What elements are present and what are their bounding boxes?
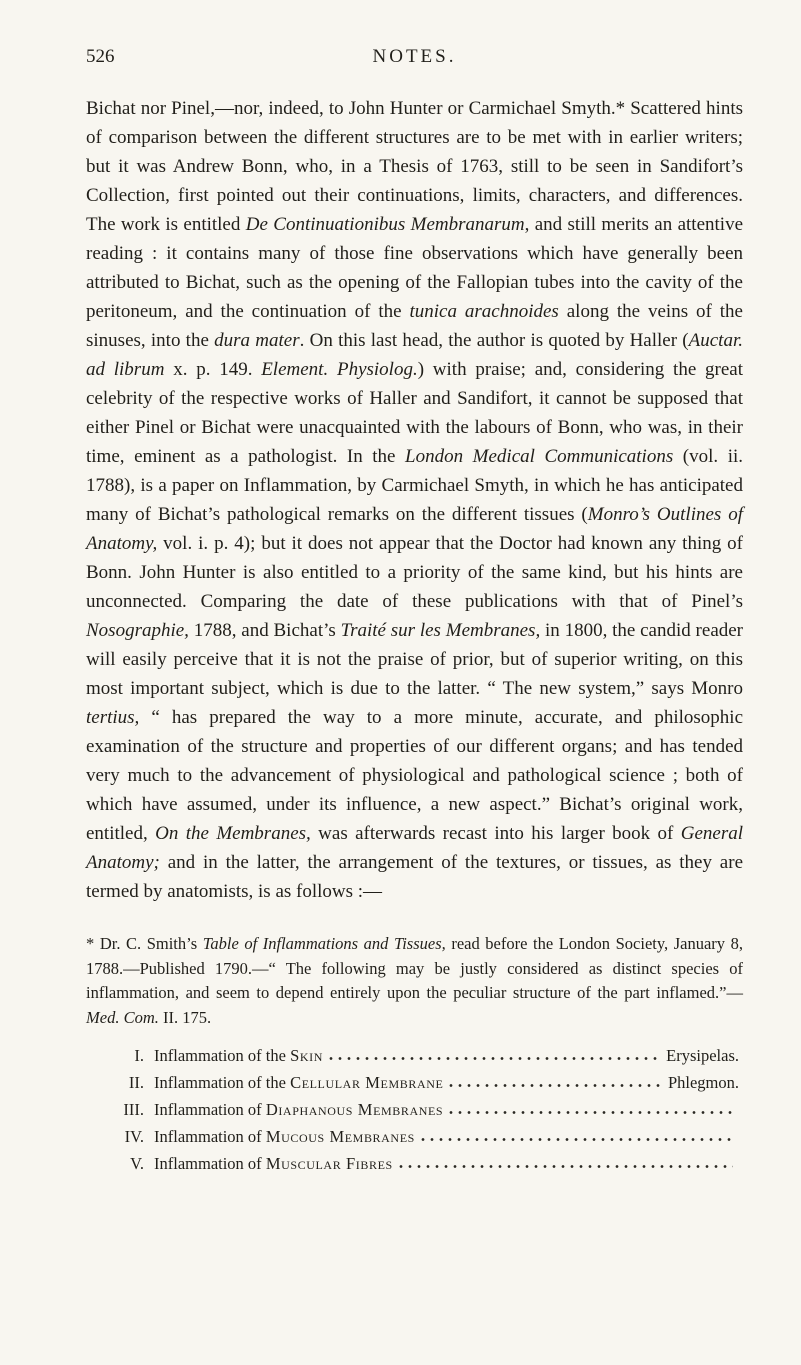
list-numeral: II. [128,1073,144,1092]
footnote [86,932,743,1177]
inflammation-list-row [112,1123,739,1150]
italic-text-segment: Med. Com. [86,1007,159,1027]
list-label: Inflammation of the Skin [154,1046,323,1065]
inflammation-list-row [112,1150,739,1177]
italic-text-segment: On the Membranes, [155,823,311,844]
text-segment: 1788, and Bichat’s [188,620,341,641]
text-segment: “ has prepared the way to a more minute, accurate, and philosophic examination of the structure and properties of our different organs; and has tended very much to the advancement of physiological and pathological science ; both of which have assumed, under its influence, a new aspect.” Bichat’s original work, entitled, [86,707,743,844]
text-segment: , and still merits an attentive reading : it contains many of those fine observations which have generally been attributed to Bichat, such as the opening of the Fallopian tubes into the cavity of the peritoneum, and the continuation of the [86,214,744,322]
text-segment: (vol. ii. 1788), is a paper on Inflammation, by Carmichael Smyth, in which he has anticipated many of Bichat’s pathological remarks on the different tissues ( [86,446,744,525]
dot-leader [329,1056,660,1061]
italic-text-segment: De Continuationibus Membranarum [245,214,525,235]
text-segment: * Dr. C. Smith’s [86,934,203,953]
italic-text-segment: London Medical Communications [405,446,674,467]
footnote-paragraph [86,932,743,1030]
list-numeral: IV. [124,1127,144,1146]
italic-text-segment: dura mater [214,330,300,351]
text-segment: vol. i. p. 4); but it does not appear that the Doctor had known any thing of Bonn. John Hunter is also entitled to a priority of the same kind, but his hints are unconnected. Comparing the date of these publications with that of Pinel’s [86,533,743,612]
running-head [86,46,743,68]
list-numeral: III. [123,1100,144,1119]
page-header-title: NOTES. [372,46,457,67]
note-paragraph [86,94,743,906]
text-segment: Bichat nor Pinel,—nor, indeed, to John Hunter or Carmichael Smyth.* Scattered hints of comparison between the different structures are to be met with in earlier writers; but it was Andrew Bonn, who, in a Thesis of 1763, still to be seen in Sandifort’s Collection, first pointed out their continuations, limits, characters, and differences. The work is entitled [86,98,743,235]
text-segment: and in the latter, the arrangement of the textures, or tissues, as they are termed by anatomists, is as follows :— [86,852,743,902]
list-result: Erysipelas. [666,1046,739,1065]
tissue-term: Cellular Membrane [290,1073,444,1092]
text-segment: in 1800, the candid reader will easily perceive that it is not the praise of prior, but of superior writing, on this most important subject, which is due to the latter. “ The new system,” says Monro [86,620,744,699]
list-label: Inflammation of the Cellular Membrane [154,1073,444,1092]
tissue-term: Mucous Membranes [265,1127,415,1146]
dot-leader [449,1110,733,1115]
list-result: Phlegmon. [667,1073,739,1092]
list-label: Inflammation of Mucous Membranes [154,1127,415,1146]
italic-text-segment: Monro’s Outlines of Anatomy, [86,504,743,554]
tissue-term: Diaphanous Membranes [265,1100,444,1119]
text-segment: read before the London Society, January 8, 1788.—Published 1790.—“ The following may be justly considered as distinct species of inflammation, and seem to depend entirely upon the peculiar structure of the part inflamed.”— [86,934,743,1002]
page-number: 526 [86,46,115,67]
footnote-list [86,1042,743,1177]
italic-text-segment: Element. Physiolog. [261,359,418,380]
tissue-term: Muscular Fibres [265,1154,393,1173]
italic-text-segment: Table of Inflammations and Tissues, [202,934,446,953]
italic-text-segment: Nosographie, [86,620,189,641]
list-label: Inflammation of Muscular Fibres [154,1154,393,1173]
text-segment: . On this last head, the author is quoted by Haller ( [299,330,689,351]
italic-text-segment: tertius, [86,707,140,728]
inflammation-list-row [112,1069,739,1096]
italic-text-segment: Auctar. ad librum [86,330,743,380]
list-numeral: V. [130,1154,144,1173]
dot-leader [399,1164,733,1169]
inflammation-list-row [112,1096,739,1123]
tissue-term: Skin [290,1046,323,1065]
inflammation-list-row [112,1042,739,1069]
italic-text-segment: Traité sur les Membranes, [340,620,541,641]
text-segment: II. 175. [158,1007,212,1027]
text-segment: x. p. 149. [164,359,262,380]
text-segment: ) with praise; and, considering the great celebrity of the respective works of Haller and Sandifort, it cannot be supposed that either Pinel or Bichat were unacquainted with the labours of Bonn, who was, in their time, eminent as a pathologist. In the [86,359,743,467]
text-segment: along the veins of the sinuses, into the [86,301,743,351]
italic-text-segment: General Anatomy; [86,823,744,873]
text-segment: was afterwards recast into his larger book of [310,823,681,844]
dot-leader [449,1083,662,1088]
list-numeral: I. [134,1046,144,1065]
dot-leader [421,1137,733,1142]
list-label: Inflammation of Diaphanous Membranes [154,1100,444,1119]
italic-text-segment: tunica arachnoides [409,301,559,322]
